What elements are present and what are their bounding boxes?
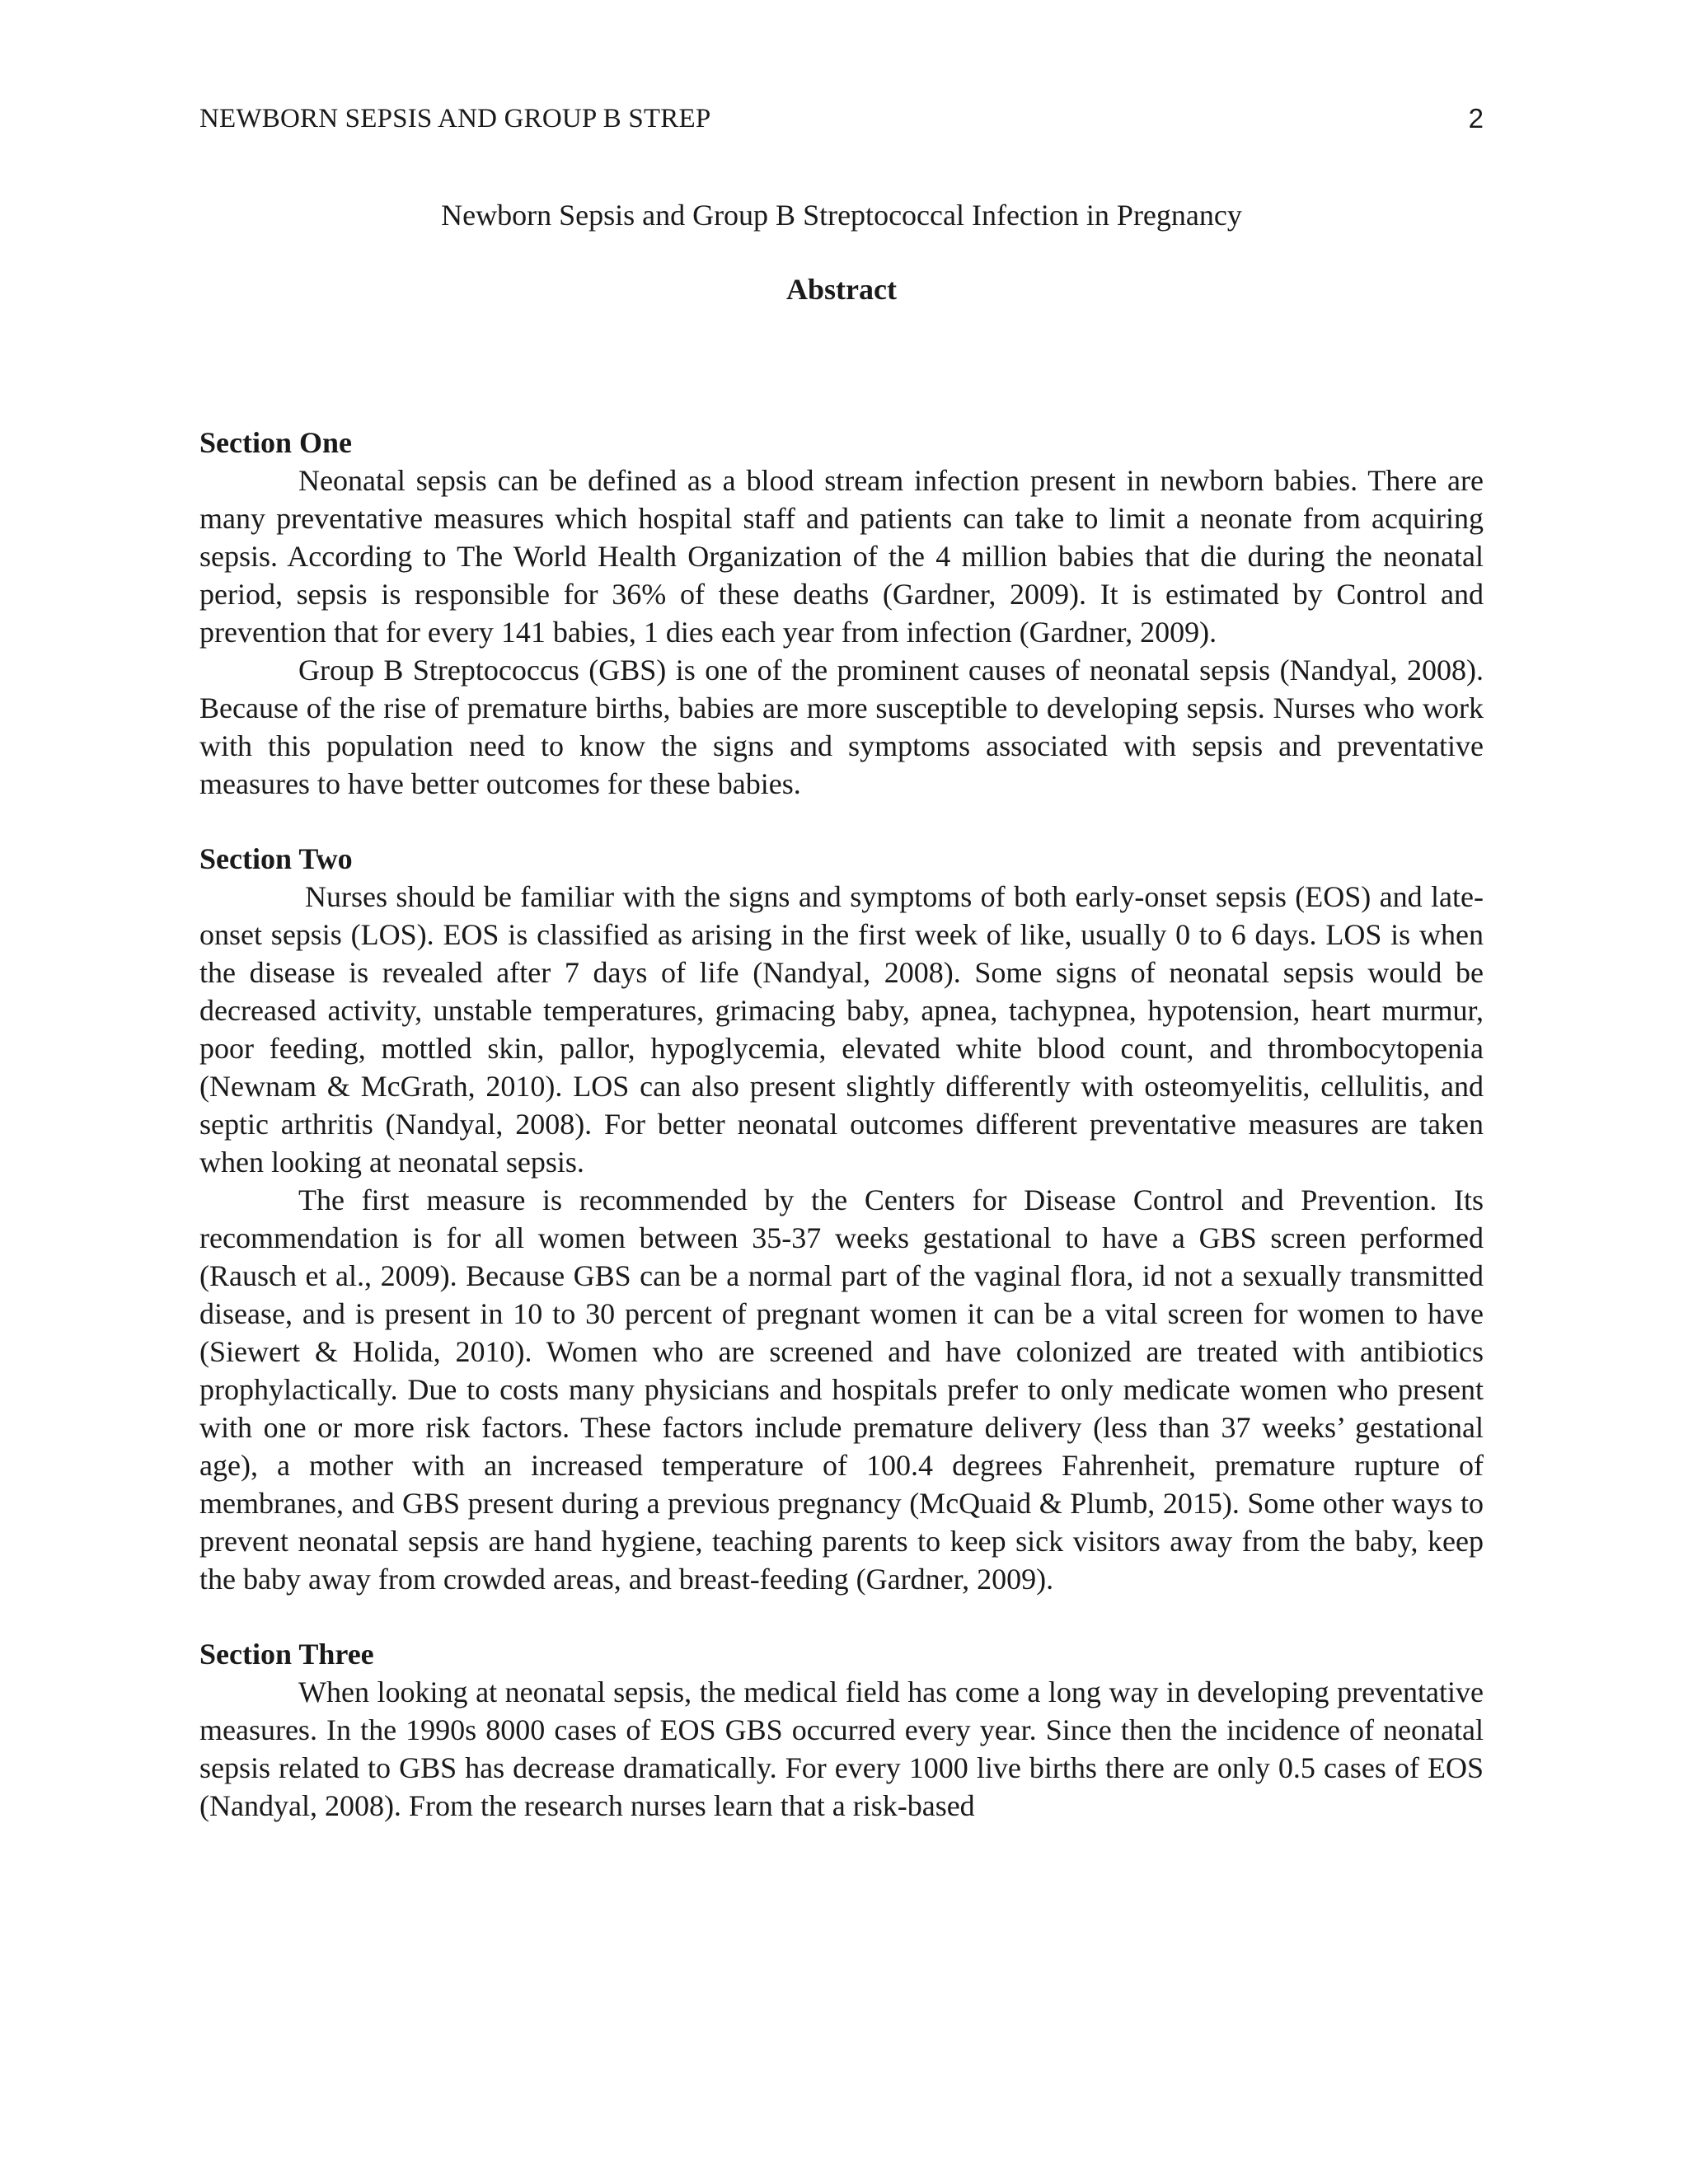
paragraph: The first measure is recommended by the Centers for Disease Control and Prevention. Its recommendation is for all women between 35-37 weeks gestational to have a GBS screen performed (Rausch et al., 2009). Because GBS can be a normal part of the vaginal flora, id not a sexually transmitted disease, and is present in 10 to 30 percent of pregnant women it can be a vital screen for women to have (Siewert & Holida, 2010). Women who are screened and have colonized are treated with antibiotics prophylactically. Due to costs many physicians and hospitals prefer to only medicate women who present with one or more risk factors. These factors include premature delivery (less than 37 weeks’ gestational age), a mother with an increased temperature of 100.4 degrees Fahrenheit, premature rupture of membranes, and GBS present during a previous pregnancy (McQuaid & Plumb, 2015). Some other ways to prevent neonatal sepsis are hand hygiene, teaching parents to keep sick visitors away from the baby, keep the baby away from crowded areas, and breast-feeding (Gardner, 2009). — [199, 1183, 1484, 1596]
page-number: 2 — [1468, 103, 1484, 134]
paper-title: Newborn Sepsis and Group B Streptococcal Infection in Pregnancy — [441, 199, 1242, 232]
section-heading: Section One — [199, 426, 352, 459]
paragraph: When looking at neonatal sepsis, the medical field has come a long way in developing preventative measures. In the 1990s 8000 cases of EOS GBS occurred every year. Since then the incidence of neonatal sepsis related to GBS has decrease dramatically. For every 1000 live births there are only 0.5 cases of EOS (Nandyal, 2008). From the research nurses learn that a risk-based — [199, 1675, 1484, 1822]
paragraph: Nurses should be familiar with the signs and symptoms of both early-onset sepsis (EOS) and late-onset sepsis (LOS). EOS is classified as arising in the first week of like, usually 0 to 6 days. LOS is when the disease is revealed after 7 days of life (Nandyal, 2008). Some signs of neonatal sepsis would be decreased activity, unstable temperatures, grimacing baby, apnea, tachypnea, hypotension, heart murmur, poor feeding, mottled skin, pallor, hypoglycemia, elevated white blood count, and thrombocytopenia (Newnam & McGrath, 2010). LOS can also present slightly differently with osteomyelitis, cellulitis, and septic arthritis (Nandyal, 2008). For better neonatal outcomes different preventative measures are taken when looking at neonatal sepsis. — [199, 880, 1484, 1179]
section-two — [199, 840, 1484, 1598]
section-three — [199, 1635, 1484, 1825]
section-heading: Section Three — [199, 1638, 374, 1671]
section-heading: Section Two — [199, 842, 353, 875]
abstract-heading: Abstract — [786, 273, 897, 306]
paragraph: Neonatal sepsis can be defined as a blood stream infection present in newborn babies. There are many preventative measures which hospital staff and patients can take to limit a neonate from acquiring sepsis. According to The World Health Organization of the 4 million babies that die during the neonatal period, sepsis is responsible for 36% of these deaths (Gardner, 2009). It is estimated by Control and prevention that for every 141 babies, 1 dies each year from infection (Gardner, 2009). — [199, 464, 1484, 649]
section-one — [199, 424, 1484, 803]
document-body — [199, 196, 1484, 1825]
running-header — [199, 99, 1484, 138]
paragraph: Group B Streptococcus (GBS) is one of the prominent causes of neonatal sepsis (Nandyal, 2008). Because of the rise of premature births, babies are more susceptible to developing sepsis. Nurses who work with this population need to know the signs and symptoms associated with sepsis and preventative measures to have better outcomes for these babies. — [199, 654, 1484, 800]
running-head-title: NEWBORN SEPSIS AND GROUP B STREP — [199, 104, 711, 134]
